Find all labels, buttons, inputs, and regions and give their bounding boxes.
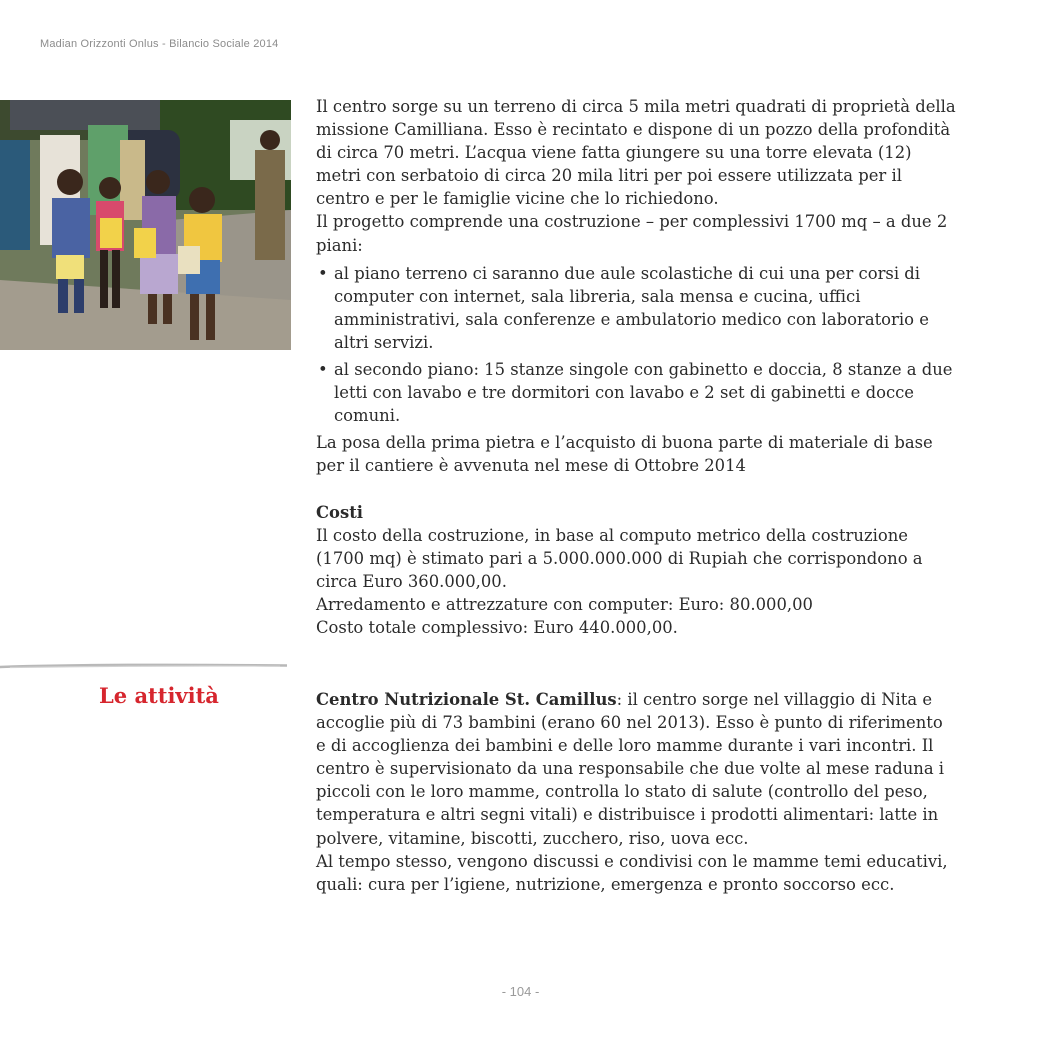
running-header: Madian Orizzonti Onlus - Bilancio Sociale 2014	[40, 38, 279, 50]
costs-line: Arredamento e attrezzature con computer: Euro: 80.000,00	[316, 594, 813, 614]
costs-line: Il costo della costruzione, in base al computo metrico della costruzione (1700 mq) è stimato pari a 5.000.000.000 di Rupiah che corrispondono a circa Euro 360.000,00.	[316, 525, 923, 591]
costs-total: Costo totale complessivo: Euro 440.000,00.	[316, 617, 678, 637]
bullet-icon: •	[318, 263, 328, 283]
section-title: Le attività	[99, 683, 219, 708]
intro-paragraph: Il centro sorge su un terreno di circa 5 mila metri quadrati di proprietà della missione Camilliana. Esso è recintato e dispone di un pozzo della profondità di circa 70 metri. L’acqua viene fatta giungere su una torre elevata (12) metri con serbatoio di circa 20 mila litri per poi essere utilizzata per il centro e per le famiglie vicine che lo richiedono.	[316, 97, 956, 209]
list-item	[316, 262, 956, 354]
section-divider	[0, 663, 287, 669]
activities-paragraph	[316, 688, 956, 850]
activities-paragraph-2: Al tempo stesso, vengono discussi e condivisi con le mamme temi educativi, quali: cura per l’igiene, nutrizione, emergenza e pronto soccorso ecc.	[316, 851, 948, 894]
floors-list	[316, 262, 956, 428]
list-item-text: al piano terreno ci saranno due aule scolastiche di cui una per corsi di computer con internet, sala libreria, sala mensa e cucina, uffici amministrativi, sala conferenze e ambulatorio medico con laboratorio e altri servizi.	[334, 263, 929, 352]
intro-column	[316, 95, 956, 639]
first-stone-paragraph: La posa della prima pietra e l’acquisto di buona parte di materiale di base per il cantiere è avvenuta nel mese di Ottobre 2014	[316, 433, 933, 476]
children-photo	[0, 100, 291, 350]
list-item-text: al secondo piano: 15 stanze singole con gabinetto e doccia, 8 stanze a due letti con lavabo e tre dormitori con lavabo e 2 set di gabinetti e docce comuni.	[334, 360, 953, 426]
costs-heading: Costi	[316, 502, 364, 522]
page-number: - 104 -	[501, 984, 540, 999]
list-item	[316, 358, 956, 427]
center-name: Centro Nutrizionale St. Camillus	[316, 690, 617, 709]
activities-column	[316, 688, 956, 896]
bullet-icon: •	[318, 360, 328, 380]
project-paragraph: Il progetto comprende una costruzione – per complessivi 1700 mq – a due 2 piani:	[316, 212, 948, 255]
activities-text: : il centro sorge nel villaggio di Nita e accoglie più di 73 bambini (erano 60 nel 2013). Esso è punto di riferimento e di accoglienza dei bambini e delle loro mamme durante i vari incontri. Il centro è supervisionato da una responsabile che due volte al mese raduna i piccoli con le loro mamme, controlla lo stato di salute (controllo del peso, temperatura e altri segni vitali) e distribuisce i prodotti alimentari: latte in polvere, vitamine, biscotti, zucchero, riso, uova ecc.	[316, 690, 945, 848]
